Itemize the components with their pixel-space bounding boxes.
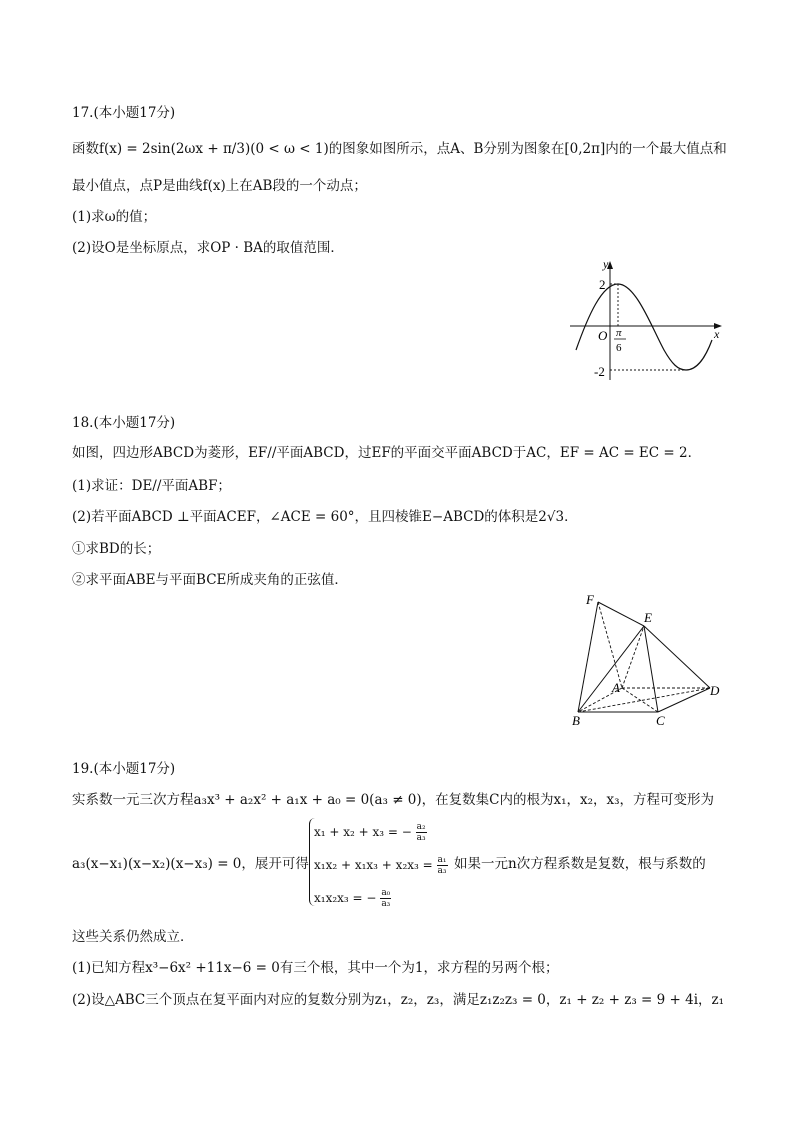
sys-eq3-den: a₃ (381, 899, 391, 909)
label-C: C (656, 713, 665, 728)
sys-eq3-num: a₀ (381, 888, 391, 898)
x-axis-label: x (714, 327, 720, 341)
q18-sub2: ②求平面ABE与平面BCE所成夹角的正弦值． (72, 572, 348, 588)
sys-eq1-text: x₁ + x₂ + x₃ = − (314, 825, 412, 839)
origin-label: O (598, 328, 608, 343)
q19-system-eq1 (314, 822, 427, 843)
sys-eq1-den: a₃ (416, 833, 426, 843)
q19-header: 19.(本小题17分) (72, 761, 176, 777)
sys-eq2-den: a₃ (437, 866, 447, 876)
q19-line1: 实系数一元三次方程a₃x³ + a₂x² + a₁x + a₀ = 0(a₃ ≠ 0)，在复数集C内的根为x₁，x₂，x₃，方程可变形为 (72, 792, 715, 808)
q17-part1: (1)求ω的值； (72, 209, 157, 225)
q19-system-eq2 (314, 855, 448, 876)
sys-eq1-num: a₂ (416, 822, 426, 832)
q19-system-eq3 (314, 888, 391, 909)
q19-eq-right: 如果一元n次方程系数是复数，根与系数的 (454, 856, 706, 872)
x-tick-denominator: 6 (616, 342, 622, 354)
q18-sub1: ①求BD的长； (72, 541, 161, 557)
sys-eq2-text: x₁x₂ + x₁x₃ + x₂x₃ = (314, 858, 433, 872)
sys-eq3-fraction (380, 888, 391, 909)
q17-header: 17.(本小题17分) (72, 105, 176, 121)
sys-eq3-text: x₁x₂x₃ = − (314, 891, 377, 905)
q19-eq-left: a₃(x−x₁)(x−x₂)(x−x₃) = 0，展开可得 (72, 856, 309, 872)
q18-part2: (2)若平面ABCD ⊥平面ACEF，∠ACE = 60°，且四棱锥E−ABCD的体积是2√3． (72, 509, 578, 525)
y-min-tick: -2 (594, 364, 605, 379)
label-E: E (644, 610, 652, 625)
y-axis-label: y (603, 257, 609, 271)
y-max-tick: 2 (599, 277, 606, 292)
q17-sine-graph (566, 256, 726, 382)
q18-header: 18.(本小题17分) (72, 415, 176, 431)
label-F: F (586, 592, 594, 607)
q19-part1: (1)已知方程x³−6x² +11x−6 = 0有三个根，其中一个为1，求方程的另两个根； (72, 960, 559, 976)
q17-stem-line2: 最小值点，点P是曲线f(x)上在AB段的一个动点； (72, 178, 367, 194)
sys-eq2-fraction (437, 855, 448, 876)
sys-eq2-num: a₁ (437, 855, 447, 865)
x-tick-numerator: π (616, 327, 622, 339)
sine-curve (576, 284, 712, 370)
label-D: D (710, 683, 720, 698)
q18-part1: (1)求证：DE//平面ABF； (72, 478, 231, 494)
sys-eq1-fraction (416, 822, 427, 843)
label-A: A (612, 680, 620, 695)
q17-part2: (2)设O是坐标原点，求OP · BA的取值范围． (72, 240, 344, 256)
q19-line-after: 这些关系仍然成立． (72, 929, 194, 945)
q19-part2: (2)设△ABC三个顶点在复平面内对应的复数分别为z₁，z₂，z₃，满足z₁z₂z₃ = 0，z₁ + z₂ + z₃ = 9 + 4i，z₁ (72, 992, 725, 1008)
q17-stem-line1: 函数f(x) = 2sin(2ωx + π/3)(0 < ω < 1)的图象如图所示，点A、B分别为图象在[0,2π]内的一个最大值点和 (72, 141, 727, 157)
q18-stem: 如图，四边形ABCD为菱形，EF//平面ABCD，过EF的平面交平面ABCD于AC，EF = AC = EC = 2． (72, 445, 702, 461)
q18-solid-figure (568, 588, 728, 730)
label-B: B (572, 713, 580, 728)
